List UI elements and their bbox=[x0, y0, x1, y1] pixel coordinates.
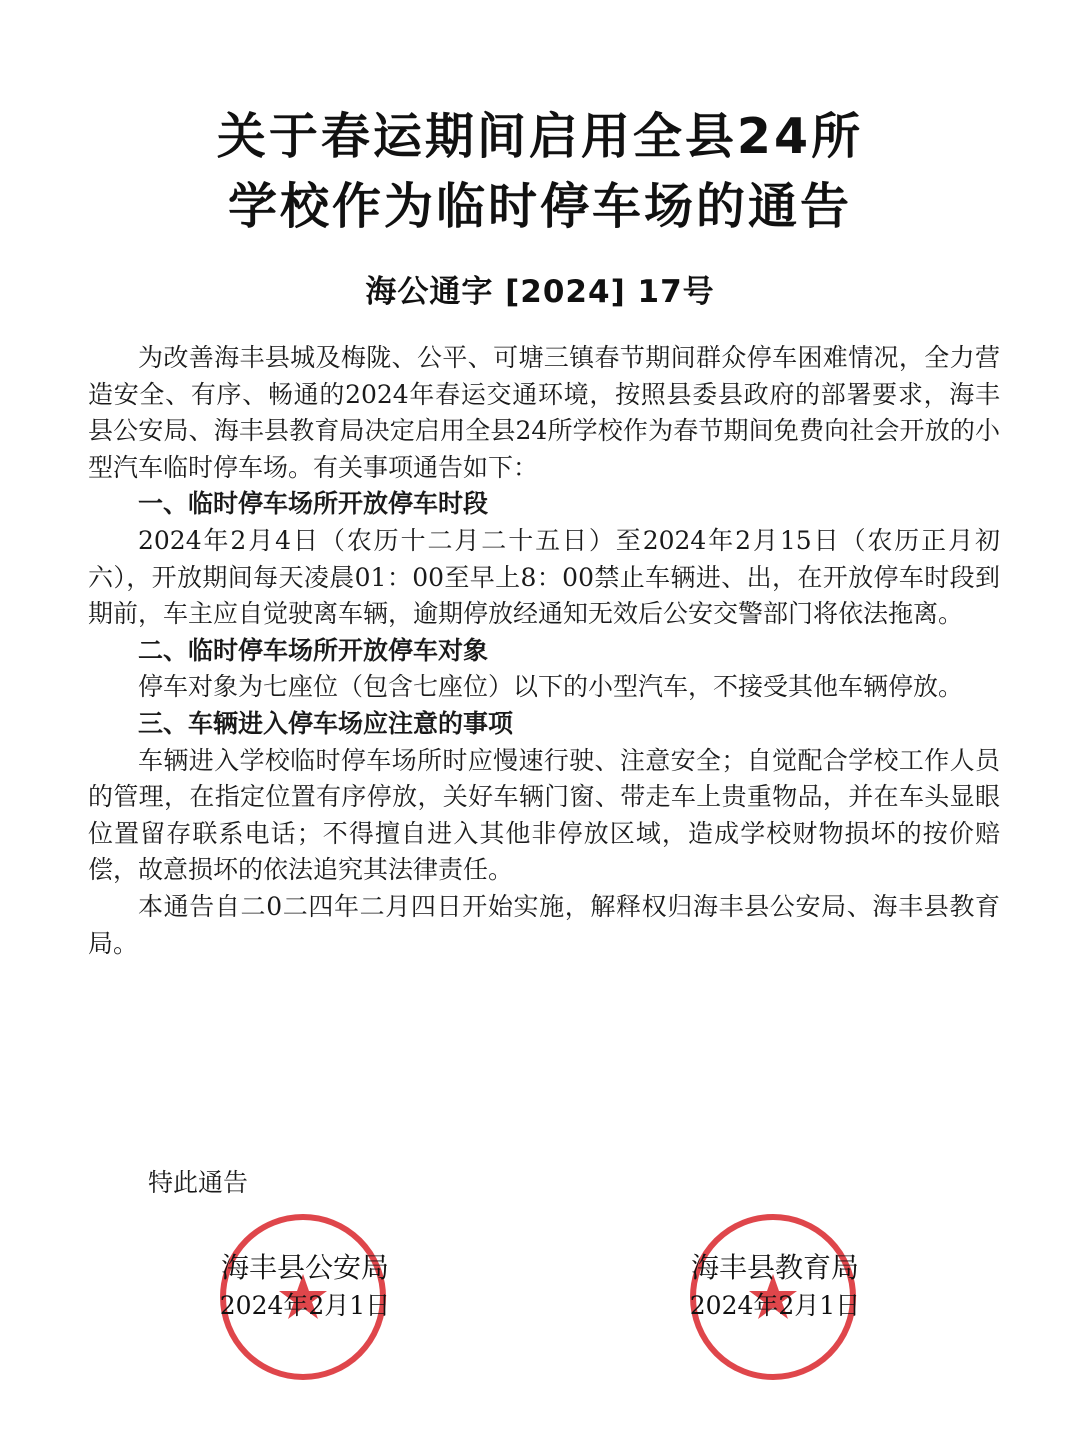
signature-education-bureau bbox=[675, 1250, 875, 1324]
notice-title-line-2: 学校作为临时停车场的通告 bbox=[227, 178, 852, 235]
effective-date-paragraph: 本通告自二0二四年二月四日开始实施，解释权归海丰县公安局、海丰县教育局。 bbox=[88, 891, 1000, 958]
signature-date: 2024年2月1日 bbox=[219, 1291, 391, 1320]
section-heading-1: 一、临时停车场所开放停车时段 bbox=[138, 489, 489, 519]
document-number: 海公通字 [2024] 17号 bbox=[365, 274, 715, 310]
signature-org: 海丰县公安局 bbox=[220, 1251, 389, 1284]
section-heading-3: 三、车辆进入停车场应注意的事项 bbox=[138, 708, 514, 738]
signature-police-bureau bbox=[205, 1250, 405, 1324]
section-paragraph-3: 车辆进入学校临时停车场所时应慢速行驶、注意安全；自觉配合学校工作人员的管理，在指定位置有序停放，关好车辆门窗、带走车上贵重物品，并在车头显眼位置留存联系电话；不得擅自进入其他非停放区域，造成学校财物损坏的按价赔偿，故意损坏的依法追究其法律责任。 bbox=[88, 745, 1000, 885]
signature-date: 2024年2月1日 bbox=[689, 1291, 861, 1320]
notice-title-line-1: 关于春运期间启用全县24所 bbox=[216, 108, 864, 165]
signature-org: 海丰县教育局 bbox=[690, 1251, 859, 1284]
intro-paragraph: 为改善海丰县城及梅陇、公平、可塘三镇春节期间群众停车困难情况，全力营造安全、有序、畅通的2024年春运交通环境，按照县委县政府的部署要求，海丰县公安局、海丰县教育局决定启用全县24所学校作为春节期间免费向社会开放的小型汽车临时停车场。有关事项通告如下： bbox=[88, 343, 1000, 482]
notice-body bbox=[88, 340, 1000, 962]
section-paragraph-2: 停车对象为七座位（包含七座位）以下的小型汽车，不接受其他车辆停放。 bbox=[138, 672, 964, 702]
section-paragraph-1: 2024年2月4日（农历十二月二十五日）至2024年2月15日（农历正月初六），开放期间每天凌晨01：00至早上8：00禁止车辆进、出，在开放停车时段到期前，车主应自觉驶离车辆，逾期停放经通知无效后公安交警部门将依法拖离。 bbox=[88, 525, 1000, 629]
closing-phrase: 特此通告 bbox=[148, 1168, 249, 1197]
section-heading-2: 二、临时停车场所开放停车对象 bbox=[138, 635, 489, 665]
